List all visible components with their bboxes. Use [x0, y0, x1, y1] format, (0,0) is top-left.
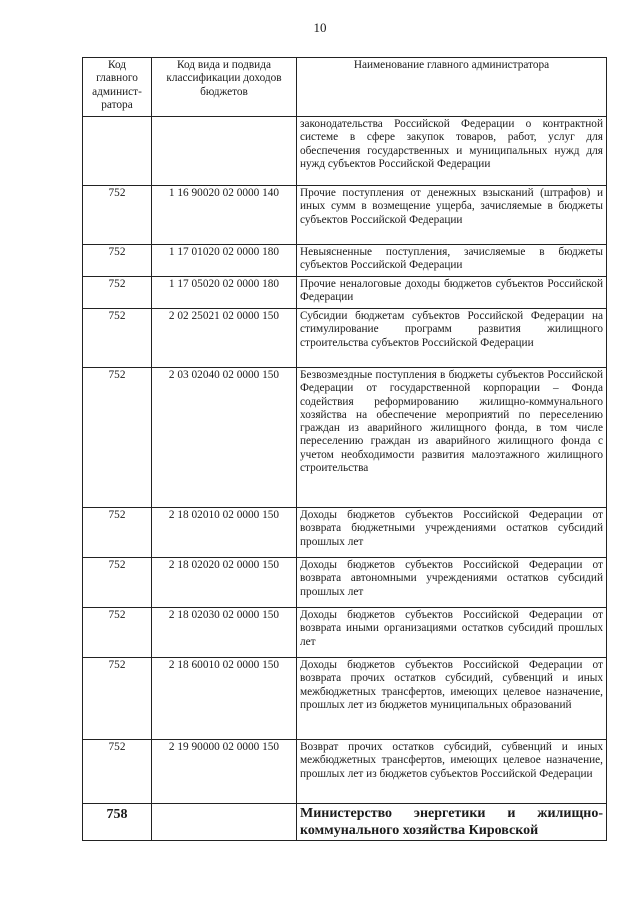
cell-kbk-code: 2 18 60010 02 0000 150 [152, 658, 297, 740]
table-row [83, 558, 607, 608]
cell-admin-code: 752 [83, 309, 152, 368]
table-row [83, 508, 607, 558]
cell-kbk-code: 2 18 02010 02 0000 150 [152, 508, 297, 558]
cell-admin-name: Субсидии бюджетам субъектов Российской Федерации на стимулирование программ развития жилищного строительства субъектов Российской Федерации [297, 309, 607, 368]
cell-kbk-code: 2 19 90000 02 0000 150 [152, 740, 297, 804]
header-kbk-code: Код вида и подвида классификации доходов бюджетов [152, 58, 297, 117]
cell-admin-name: Прочие неналоговые доходы бюджетов субъектов Российской Федерации [297, 277, 607, 309]
cell-admin-code: 752 [83, 608, 152, 658]
ministry-name: Министерство энергетики и жилищно-коммунального хозяйства Кировской [297, 804, 607, 841]
cell-kbk-code: 2 03 02040 02 0000 150 [152, 368, 297, 508]
cell-admin-name: Доходы бюджетов субъектов Российской Федерации от возврата автономными учреждениями остатков субсидий прошлых лет [297, 558, 607, 608]
table-row [83, 186, 607, 245]
cell-admin-name: Прочие поступления от денежных взысканий (штрафов) и иных сумм в возмещение ущерба, зачисляемые в бюджеты субъектов Российской Федерации [297, 186, 607, 245]
cell-admin-name: Доходы бюджетов субъектов Российской Федерации от возврата иными организациями остатков субсидий прошлых лет [297, 608, 607, 658]
cell-kbk-code: 2 18 02020 02 0000 150 [152, 558, 297, 608]
cell-admin-code [83, 117, 152, 186]
cell-admin-name: Невыясненные поступления, зачисляемые в бюджеты субъектов Российской Федерации [297, 245, 607, 277]
cell-admin-name: Доходы бюджетов субъектов Российской Федерации от возврата прочих остатков субсидий, субвенций и иных межбюджетных трансфертов, имеющих целевое назначение, прошлых лет из бюджетов муниципальных образований [297, 658, 607, 740]
cell-admin-code: 752 [83, 368, 152, 508]
cell-kbk-code: 2 02 25021 02 0000 150 [152, 309, 297, 368]
cell-admin-name: Доходы бюджетов субъектов Российской Федерации от возврата бюджетными учреждениями остатков субсидий прошлых лет [297, 508, 607, 558]
cell-admin-code: 752 [83, 277, 152, 309]
cell-admin-code: 752 [83, 658, 152, 740]
cell-kbk-code: 1 17 05020 02 0000 180 [152, 277, 297, 309]
cell-kbk-code: 1 16 90020 02 0000 140 [152, 186, 297, 245]
table-row [83, 658, 607, 740]
ministry-admin-code: 758 [83, 804, 152, 841]
cell-admin-code: 752 [83, 186, 152, 245]
table-body [83, 117, 607, 804]
table-row-ministry [83, 804, 607, 841]
ministry-kbk-code [152, 804, 297, 841]
cell-admin-code: 752 [83, 508, 152, 558]
header-admin-name: Наименование главного администратора [297, 58, 607, 117]
cell-kbk-code: 2 18 02030 02 0000 150 [152, 608, 297, 658]
table-header-row [83, 58, 607, 117]
cell-admin-name: Возврат прочих остатков субсидий, субвенций и иных межбюджетных трансфертов, имеющих целевое назначение, прошлых лет из бюджетов субъектов Российской Федерации [297, 740, 607, 804]
table-row [83, 277, 607, 309]
cell-kbk-code [152, 117, 297, 186]
cell-admin-name: Безвозмездные поступления в бюджеты субъектов Российской Федерации от государственной корпорации – Фонда содействия реформированию жилищно-коммунального хозяйства на обеспечение мероприятий по переселению граждан из аварийного жилищного фонда, в том числе переселению граждан из аварийного жилищного фонда с учетом необходимости развития малоэтажного жилищного строительства [297, 368, 607, 508]
table-row [83, 608, 607, 658]
header-admin-code: Код главного админист-ратора [83, 58, 152, 117]
table-row [83, 117, 607, 186]
cell-kbk-code: 1 17 01020 02 0000 180 [152, 245, 297, 277]
table-row [83, 309, 607, 368]
cell-admin-code: 752 [83, 558, 152, 608]
page-number: 10 [313, 20, 327, 35]
cell-admin-code: 752 [83, 740, 152, 804]
cell-admin-code: 752 [83, 245, 152, 277]
budget-revenue-table [82, 57, 607, 841]
cell-admin-name: законодательства Российской Федерации о контрактной системе в сфере закупок товаров, работ, услуг для обеспечения государственных и муниципальных нужд для нужд субъектов Российской Федерации [297, 117, 607, 186]
table-row [83, 245, 607, 277]
table-row [83, 368, 607, 508]
table-row [83, 740, 607, 804]
